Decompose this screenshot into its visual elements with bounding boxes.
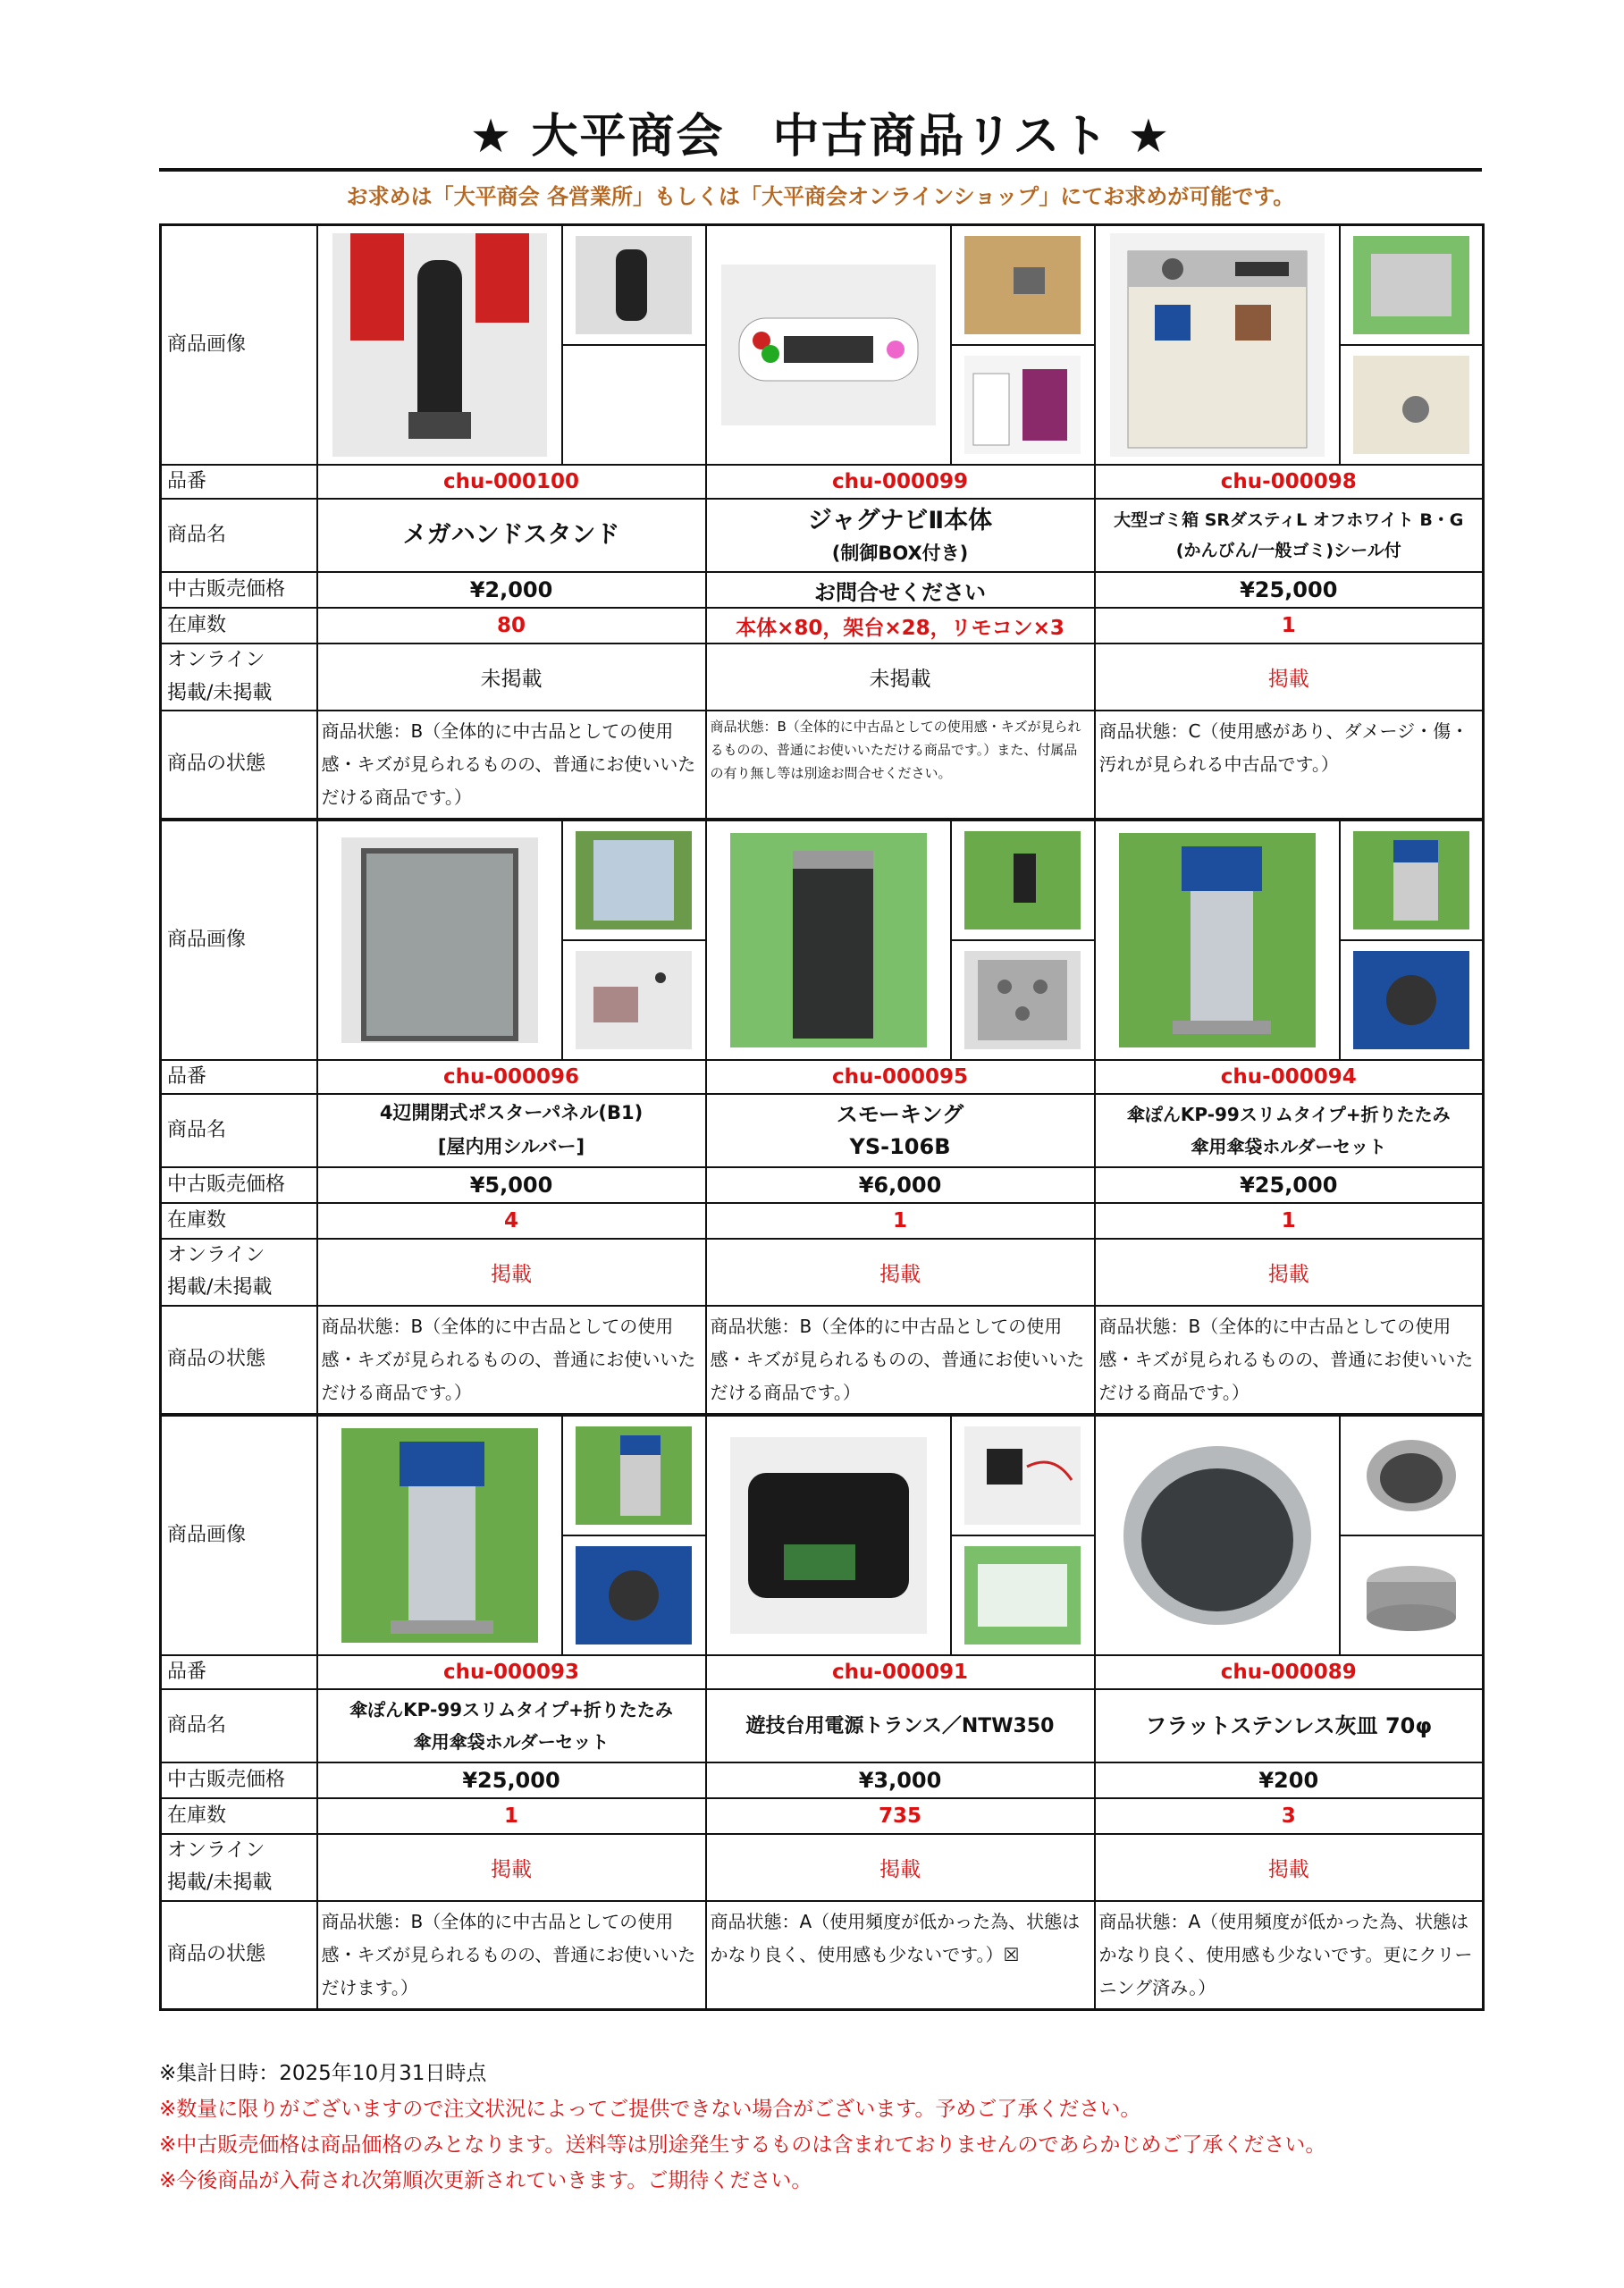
- footnotes: [159, 2056, 1482, 2199]
- product-name-main: フラットステンレス灰皿 70φ: [1145, 1713, 1433, 1739]
- product-name: [706, 1689, 1095, 1762]
- page-title: ★ 大平商会 中古商品リスト ★: [469, 110, 1172, 164]
- product-name: [1095, 1689, 1484, 1762]
- product-photo-empty: [563, 346, 704, 464]
- product-price: ¥25,000: [1095, 572, 1484, 608]
- product-photo-sub: [563, 941, 704, 1059]
- label-online: [161, 1239, 317, 1306]
- product-code: chu-000091: [706, 1655, 1095, 1689]
- product-condition: 商品状態：B（全体的に中古品としての使用感・キズが見られるものの、普通にお使いいただけます。）: [317, 1901, 706, 2010]
- product-online-status: 未掲載: [317, 644, 706, 711]
- product-photo-sub: [952, 941, 1093, 1059]
- product-name-sub: 傘用傘袋ホルダーセット: [1191, 1136, 1387, 1158]
- product-photo-main: [318, 821, 564, 1059]
- product-stock: 1: [1095, 608, 1484, 644]
- product-photo-main: [1096, 1417, 1341, 1654]
- product-photo-sub: [952, 1536, 1093, 1654]
- label-price: 中古販売価格: [161, 1167, 317, 1203]
- product-code: chu-000098: [1095, 465, 1484, 499]
- page-subtitle: お求めは「大平商会 各営業所」もしくは「大平商会オンラインショップ」にてお求めが可能です。: [346, 184, 1295, 209]
- product-image-cell: [706, 1415, 1095, 1655]
- product-photo-sub: [1341, 346, 1482, 464]
- product-name: [1095, 499, 1484, 572]
- product-name: [317, 1094, 706, 1167]
- product-name-sub: (かんびん/一般ゴミ)シール付: [1175, 541, 1401, 561]
- product-online-status: 未掲載: [706, 644, 1095, 711]
- footnote-quantity: ※数量に限りがございますので注文状況によってご提供できない場合がございます。予めご了承ください。: [159, 2098, 1141, 2121]
- label-online-line2: 掲載/未掲載: [167, 1276, 273, 1300]
- product-photo-sub: [1341, 226, 1482, 346]
- product-stock: 1: [1095, 1203, 1484, 1239]
- product-condition: 商品状態：A（使用頻度が低かった為、状態はかなり良く、使用感も少ないです。）☒: [706, 1901, 1095, 2010]
- product-code: chu-000096: [317, 1060, 706, 1094]
- product-price: ¥2,000: [317, 572, 706, 608]
- label-condition: 商品の状態: [161, 711, 317, 820]
- product-code: chu-000093: [317, 1655, 706, 1689]
- product-photo-main: [1096, 226, 1341, 464]
- product-photo-sub: [952, 1417, 1093, 1536]
- product-photo-sub: [952, 226, 1093, 346]
- label-image: 商品画像: [161, 1415, 317, 1655]
- label-online-line1: オンライン: [167, 1839, 265, 1863]
- label-image: 商品画像: [161, 225, 317, 466]
- product-code: chu-000094: [1095, 1060, 1484, 1094]
- product-price: ¥25,000: [1095, 1167, 1484, 1203]
- product-price: お問合せください: [706, 572, 1095, 608]
- product-name-main: 4辺開閉式ポスターパネル(B1): [379, 1102, 644, 1124]
- product-stock: 735: [706, 1798, 1095, 1834]
- product-photo-sub: [1341, 821, 1482, 941]
- product-photo-sub: [1341, 1417, 1482, 1536]
- label-stock: 在庫数: [161, 608, 317, 644]
- product-name-main: 遊技台用電源トランス／NTW350: [745, 1714, 1055, 1737]
- product-image-cell: [706, 820, 1095, 1060]
- product-photo-main: [318, 1417, 564, 1654]
- product-code: chu-000099: [706, 465, 1095, 499]
- label-price: 中古販売価格: [161, 572, 317, 608]
- label-name: 商品名: [161, 1094, 317, 1167]
- product-online-status: 掲載: [1095, 1239, 1484, 1306]
- product-stock: 4: [317, 1203, 706, 1239]
- product-online-status: 掲載: [706, 1239, 1095, 1306]
- product-image-cell: [706, 225, 1095, 466]
- product-name-main: 傘ぽんKP-99スリムタイプ+折りたたみ: [349, 1699, 673, 1721]
- product-photo-main: [1096, 821, 1341, 1059]
- product-name-sub: (制御BOX付き): [831, 542, 969, 564]
- product-name-main: スモーキング: [836, 1102, 964, 1128]
- footnote-price: ※中古販売価格は商品価格のみとなります。送料等は別途発生するものは含まれておりませんのであらかじめご了承ください。: [159, 2133, 1326, 2157]
- label-online-line1: オンライン: [167, 1244, 265, 1267]
- product-photo-main: [318, 226, 564, 464]
- label-stock: 在庫数: [161, 1203, 317, 1239]
- product-code: chu-000100: [317, 465, 706, 499]
- product-photo-sub: [952, 346, 1093, 464]
- product-name-sub: 傘用傘袋ホルダーセット: [413, 1731, 610, 1754]
- product-photo-sub: [563, 821, 704, 941]
- product-photo-main: [707, 1417, 953, 1654]
- product-image-cell: [317, 225, 706, 466]
- product-image-cell: [317, 820, 706, 1060]
- product-name-main: ジャグナビⅡ本体: [807, 507, 993, 535]
- product-photo-sub: [1341, 1536, 1482, 1654]
- product-condition: 商品状態：B（全体的に中古品としての使用感・キズが見られるものの、普通にお使いいただける商品です。）: [317, 1306, 706, 1415]
- product-name-main: 大型ゴミ箱 SRダスティL オフホワイト B・G: [1114, 510, 1464, 531]
- product-stock: 1: [317, 1798, 706, 1834]
- product-name: [317, 1689, 706, 1762]
- product-name-main: 傘ぽんKP-99スリムタイプ+折りたたみ: [1126, 1104, 1451, 1126]
- product-online-status: 掲載: [1095, 1834, 1484, 1901]
- footnote-date: ※集計日時：2025年10月31日時点: [159, 2062, 487, 2085]
- title-rule: [159, 168, 1482, 172]
- product-stock: 80: [317, 608, 706, 644]
- product-photo-main: [707, 226, 953, 464]
- label-condition: 商品の状態: [161, 1901, 317, 2010]
- label-online-line2: 掲載/未掲載: [167, 1872, 273, 1895]
- product-photo-sub: [952, 821, 1093, 941]
- label-code: 品番: [161, 465, 317, 499]
- label-online: [161, 1834, 317, 1901]
- product-stock: 3: [1095, 1798, 1484, 1834]
- product-image-cell: [317, 1415, 706, 1655]
- product-name: [317, 499, 706, 572]
- label-online-line2: 掲載/未掲載: [167, 681, 273, 704]
- label-name: 商品名: [161, 499, 317, 572]
- label-name: 商品名: [161, 1689, 317, 1762]
- product-table: [159, 223, 1485, 2011]
- product-price: ¥3,000: [706, 1762, 1095, 1798]
- product-price: ¥5,000: [317, 1167, 706, 1203]
- label-condition: 商品の状態: [161, 1306, 317, 1415]
- label-online-line1: オンライン: [167, 649, 265, 672]
- label-code: 品番: [161, 1060, 317, 1094]
- product-name: [706, 1094, 1095, 1167]
- product-photo-main: [707, 821, 953, 1059]
- product-name: [1095, 1094, 1484, 1167]
- label-online: [161, 644, 317, 711]
- product-image-cell: [1095, 1415, 1484, 1655]
- footnote-update: ※今後商品が入荷され次第順次更新されていきます。ご期待ください。: [159, 2169, 812, 2192]
- label-image: 商品画像: [161, 820, 317, 1060]
- product-online-status: 掲載: [706, 1834, 1095, 1901]
- product-condition: 商品状態：B（全体的に中古品としての使用感・キズが見られるものの、普通にお使いいただける商品です。）: [706, 1306, 1095, 1415]
- product-code: chu-000089: [1095, 1655, 1484, 1689]
- product-name-main: メガハンドスタンド: [402, 521, 620, 550]
- product-photo-sub: [1341, 941, 1482, 1059]
- product-online-status: 掲載: [317, 1834, 706, 1901]
- product-stock: 本体×80，架台×28，リモコン×3: [706, 608, 1095, 644]
- product-name: [706, 499, 1095, 572]
- label-stock: 在庫数: [161, 1798, 317, 1834]
- product-condition: 商品状態：B（全体的に中古品としての使用感・キズが見られるものの、普通にお使いいただける商品です。）: [1095, 1306, 1484, 1415]
- product-name-sub: [屋内用シルバー]: [437, 1136, 585, 1158]
- product-condition: 商品状態：C（使用感があり、ダメージ・傷・汚れが見られる中古品です。）: [1095, 711, 1484, 820]
- product-condition: 商品状態：A（使用頻度が低かった為、状態はかなり良く、使用感も少ないです。更にクリーニング済み。）: [1095, 1901, 1484, 2010]
- product-image-cell: [1095, 225, 1484, 466]
- product-online-status: 掲載: [1095, 644, 1484, 711]
- product-price: ¥25,000: [317, 1762, 706, 1798]
- product-photo-sub: [563, 1417, 704, 1536]
- label-price: 中古販売価格: [161, 1762, 317, 1798]
- product-price: ¥200: [1095, 1762, 1484, 1798]
- product-stock: 1: [706, 1203, 1095, 1239]
- product-condition: 商品状態：B（全体的に中古品としての使用感・キズが見られるものの、普通にお使いいただける商品です。）また、付属品の有り無し等は別途お問合せください。: [706, 711, 1095, 820]
- product-photo-sub: [563, 1536, 704, 1654]
- product-photo-sub: [563, 226, 704, 346]
- product-code: chu-000095: [706, 1060, 1095, 1094]
- product-condition: 商品状態：B（全体的に中古品としての使用感・キズが見られるものの、普通にお使いいただける商品です。）: [317, 711, 706, 820]
- product-online-status: 掲載: [317, 1239, 706, 1306]
- product-image-cell: [1095, 820, 1484, 1060]
- product-name-sub: YS-106B: [849, 1134, 951, 1160]
- label-code: 品番: [161, 1655, 317, 1689]
- product-price: ¥6,000: [706, 1167, 1095, 1203]
